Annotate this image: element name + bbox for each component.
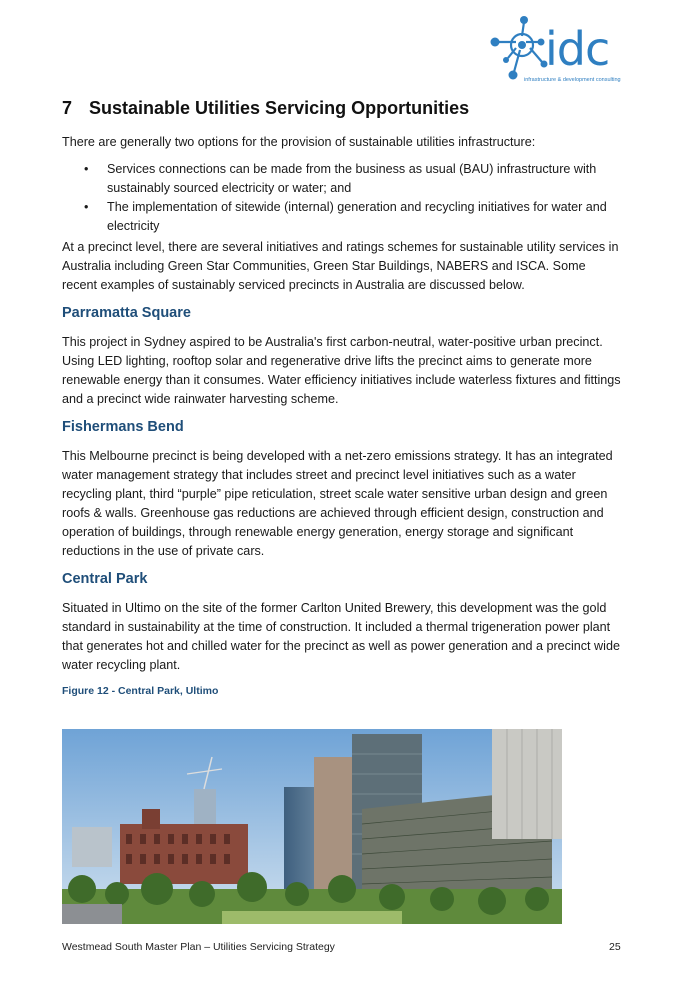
options-list [62, 160, 624, 236]
list-item [62, 198, 624, 236]
section-number: 7 [62, 98, 73, 118]
bullet-icon: • [84, 162, 89, 176]
logo-tagline: infrastructure & development consulting [524, 77, 621, 83]
logo-wordmark: idc [545, 22, 610, 76]
subsection-heading-parramatta: Parramatta Square [62, 305, 191, 321]
list-item [62, 160, 624, 198]
figure-caption: Figure 12 - Central Park, Ultimo [62, 685, 219, 697]
list-item-text: Services connections can be made from the business as usual (BAU) infrastructure with sustainably sourced electricity or water; and [107, 162, 597, 195]
subsection-heading-central-park: Central Park [62, 571, 148, 587]
subsection-heading-fishermans-bend: Fishermans Bend [62, 419, 184, 435]
subsection-body-fishermans-bend: This Melbourne precinct is being developed with a net-zero emissions strategy. It has an integrated water management strategy that includes street and precinct level initiatives such as a water recycling plant, third “purple” pipe reticulation, street scale water sensitive urban design and green roofs & walls. Greenhouse gas reductions are achieved through efficient design, construction and operation of buildings, through renewable energy generation, energy storage and significant reductions in the use of private cars. [62, 449, 613, 558]
page-content [62, 98, 624, 702]
intro-paragraph: There are generally two options for the provision of sustainable utilities infrastructure: [62, 135, 536, 149]
footer-page-number: 25 [609, 941, 621, 953]
bullet-icon: • [84, 200, 89, 214]
footer-document-title: Westmead South Master Plan – Utilities Servicing Strategy [62, 941, 335, 953]
section-title-text: Sustainable Utilities Servicing Opportunities [89, 98, 470, 118]
overview-paragraph: At a precinct level, there are several initiatives and ratings schemes for sustainable utility services in Australia including Green Star Communities, Green Star Buildings, NABERS and ISCA. Some recent examples of sustainably serviced precincts in Australia are discussed below. [62, 240, 619, 292]
subsection-body-central-park: Situated in Ultimo on the site of the former Carlton United Brewery, this development was the gold standard in sustainability at the time of construction. It included a thermal trigeneration power plant that generates hot and chilled water for the precinct as well as power generation and a precinct wide water recycling plant. [62, 601, 620, 672]
central-park-photo [62, 729, 562, 924]
subsection-body-parramatta: This project in Sydney aspired to be Australia's first carbon-neutral, water-positive urban precinct. Using LED lighting, rooftop solar and regenerative drive lifts the precinct aims to generate more renewable energy than it consumes. Water efficiency initiatives include waterless fixtures and fittings and a precinct wide rainwater harvesting scheme. [62, 335, 621, 406]
list-item-text: The implementation of sitewide (internal) generation and recycling initiatives for water and electricity [107, 200, 607, 233]
section-title [62, 98, 624, 119]
